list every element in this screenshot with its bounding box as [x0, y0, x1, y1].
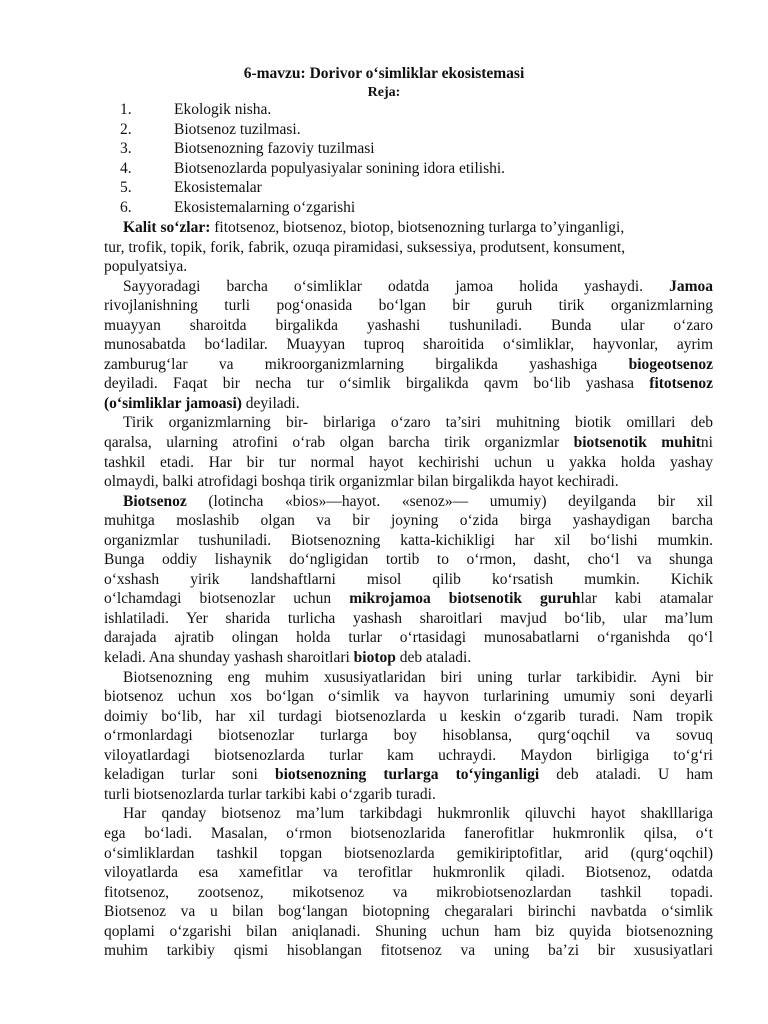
text-line: Kalit so‘zlar: fitotsenoz, biotsenoz, biotop, biotsenozning turlarga to’yinganligi, — [123, 219, 625, 236]
plan-label: Reja: — [367, 85, 401, 100]
text-line: organizmlar tushuniladi. Biotsenozning katta-kichikligi har xil bo‘lishi mumkin. — [104, 531, 713, 549]
plan-item — [0, 178, 768, 198]
text-line: o‘lchamdagi biotsenozlar uchun mikrojamoa biotsenotik guruhlar kabi atamalar — [104, 590, 713, 608]
text-line: darajada ajratib olingan holda turlar o‘rtasidagi munosabatlarni o‘rganishda qo‘l — [104, 629, 713, 647]
text-line: tur, trofik, topik, forik, fabrik, ozuqa piramidasi, suksessiya, produtsent, konsument, — [104, 238, 626, 256]
text-line: munosabatda bo‘ladilar. Muayyan tuproq sharoitida o‘simliklar, hayvonlar, ayrim — [104, 336, 713, 354]
plan-item-number: 4. — [120, 159, 132, 177]
key-term: Jamoa — [669, 277, 713, 295]
text-line: populyatsiya. — [104, 258, 188, 276]
plan-item-text: Biotsenozlarda populyasiyalar sonining idora etilishi. — [174, 159, 506, 177]
text-line: muhitga moslashib olgan va bir joyning o‘zida birga yashaydigan barcha — [104, 512, 713, 530]
text-line: biotsenoz uchun xos bo‘lgan o‘simlik va hayvon turlarining umumiy soni deyarli — [104, 688, 713, 706]
text-line: Biotsenoz (lotincha «bios»—hayot. «senoz»— umumiy) deyilganda bir xil — [123, 492, 713, 510]
key-term: fitotsenoz — [649, 375, 713, 393]
text-line: viloyatlardagi biotsenozlarda turlar kam uchraydi. Maydon birligiga to‘g‘ri — [104, 746, 713, 764]
paragraph — [104, 668, 713, 805]
key-term: biogeotsenoz — [628, 355, 713, 373]
text-line: Biotsenoz va u bilan bog‘langan biotopning chegaralari birinchi navbatda o‘simlik — [104, 903, 713, 921]
paragraph — [104, 413, 713, 491]
key-term: (o‘simliklar jamoasi) — [104, 394, 242, 412]
text-line: o‘rmonlardagi biotsenozlar turlarga boy hisoblansa, qurg‘oqchil va sovuq — [104, 727, 713, 745]
paragraph — [104, 492, 713, 668]
text-line: turli biotsenozlarda turlar tarkibi kabi o‘zgarib turadi. — [104, 785, 436, 803]
plan-item-number: 5. — [120, 179, 132, 197]
plan-item-number: 3. — [120, 140, 132, 158]
plan-item — [0, 159, 768, 179]
text-line: tashkil etadi. Har bir tur normal hayot kechirishi uchun u yakka holda yashay — [104, 453, 713, 471]
text-line: Tirik organizmlarning bir- birlariga o‘zaro ta’siri muhitning biotik omillari deb — [123, 414, 713, 432]
text-line: keladi. Ana shunday yashash sharoitlari biotop deb ataladi. — [104, 649, 472, 667]
text-line: viloyatlarda esa xamefitlar va terofitlar hukmronlik qiladi. Biotsenoz, odatda — [104, 864, 713, 882]
text-line: Biotsenozning eng muhim xususiyatlaridan biri uning turlar tarkibidir. Ayni bir — [123, 668, 713, 686]
text-line: qoplami o‘zgarishi bilan aniqlanadi. Shuning uchun ham biz quyida biotsenozning — [104, 922, 713, 940]
plan-item-text: Ekosistemalar — [174, 179, 262, 197]
key-term: biotop — [353, 649, 396, 667]
plan-item-number: 2. — [120, 120, 132, 138]
text-line: Sayyoradagi barcha o‘simliklar odatda jamoa holida yashaydi. Jamoa — [123, 277, 713, 295]
text-line: (o‘simliklar jamoasi) deyiladi. — [104, 394, 300, 412]
plan-item-text: Ekologik nisha. — [174, 101, 272, 118]
text-line: muhim tarkibiy qismi hisoblangan fitotsenoz va uning ba’zi bir xususiyatlari — [104, 942, 713, 960]
keywords-label: Kalit so‘zlar: — [123, 219, 211, 236]
paragraph — [104, 277, 713, 414]
text-line: rivojlanishning turli pog‘onasida bo‘lgan bir guruh tirik organizmlarning — [104, 297, 713, 315]
paragraph — [104, 804, 713, 960]
plan-item — [0, 139, 768, 159]
key-term: biotsenotik muhit — [573, 434, 701, 452]
plan-item — [0, 120, 768, 140]
plan-item — [0, 100, 768, 120]
text-line: Bunga oddiy lishaynik do‘ngligidan tortib to o‘rmon, dasht, cho‘l va shunga — [104, 551, 713, 569]
plan-item-text: Ekosistemalarning o‘zgarishi — [174, 198, 356, 216]
key-term: mikrojamoa biotsenotik guruh — [349, 590, 581, 608]
document-body — [104, 218, 713, 961]
plan-item-text: Biotsenoz tuzilmasi. — [174, 120, 301, 138]
key-term: Biotsenoz — [123, 492, 187, 510]
text-line: qaralsa, ularning atrofini o‘rab olgan barcha tirik organizmlar biotsenotik muhitni — [104, 434, 713, 452]
text-line: ega bo‘ladi. Masalan, o‘rmon biotsenozlarida fanerofitlar hukmronlik qilsa, o‘t — [104, 824, 713, 842]
plan-item-number: 1. — [120, 101, 132, 118]
text-line: o‘xshash yirik landshaftlarni misol qilib ko‘rsatish mumkin. Kichik — [104, 570, 713, 588]
keywords-paragraph — [104, 218, 713, 277]
text-line: zamburug‘lar va mikroorganizmlarning birgalikda yashashiga biogeotsenoz — [104, 355, 713, 373]
page-title: 6-mavzu: Dorivor o‘simliklar ekosistemasi — [243, 65, 525, 82]
key-term: biotsenozning turlarga to‘yinganligi — [274, 766, 540, 784]
text-line: deyiladi. Faqat bir necha tur o‘simlik birgalikda qavm bo‘lib yashasa fitotsenoz — [104, 375, 713, 393]
text-line: keladigan turlar soni biotsenozning turlarga to‘yinganligi deb ataladi. U ham — [104, 766, 714, 784]
text-line: ishlatiladi. Yer sharida turlicha yashash sharoitlari mavjud bo‘lib, ular ma’lum — [104, 609, 713, 627]
text-line: fitotsenoz, zootsenoz, mikotsenoz va mikrobiotsenozlardan tashkil topadi. — [104, 883, 713, 901]
plan-item-text: Biotsenozning fazoviy tuzilmasi — [174, 140, 375, 158]
text-line: o‘simliklardan tashkil topgan biotsenozlarda gemikiriptofitlar, arid (qurg‘oqchil) — [104, 844, 713, 862]
text-line: olmaydi, balki atrofidagi boshqa tirik organizmlar bilan birgalikda hayot kechiradi. — [104, 473, 619, 491]
plan-item — [0, 198, 768, 218]
text-line: muayyan sharoitda birgalikda yashashi tushuniladi. Bunda ular o‘zaro — [104, 316, 713, 334]
text-line: doimiy bo‘lib, har xil turdagi biotsenozlarda u keskin o‘zgarib turadi. Nam tropik — [104, 707, 713, 725]
text-line: Har qanday biotsenoz ma’lum tarkibdagi hukmronlik qiluvchi hayot shaklllariga — [123, 805, 713, 823]
plan-list — [0, 100, 768, 218]
plan-item-number: 6. — [120, 198, 132, 216]
